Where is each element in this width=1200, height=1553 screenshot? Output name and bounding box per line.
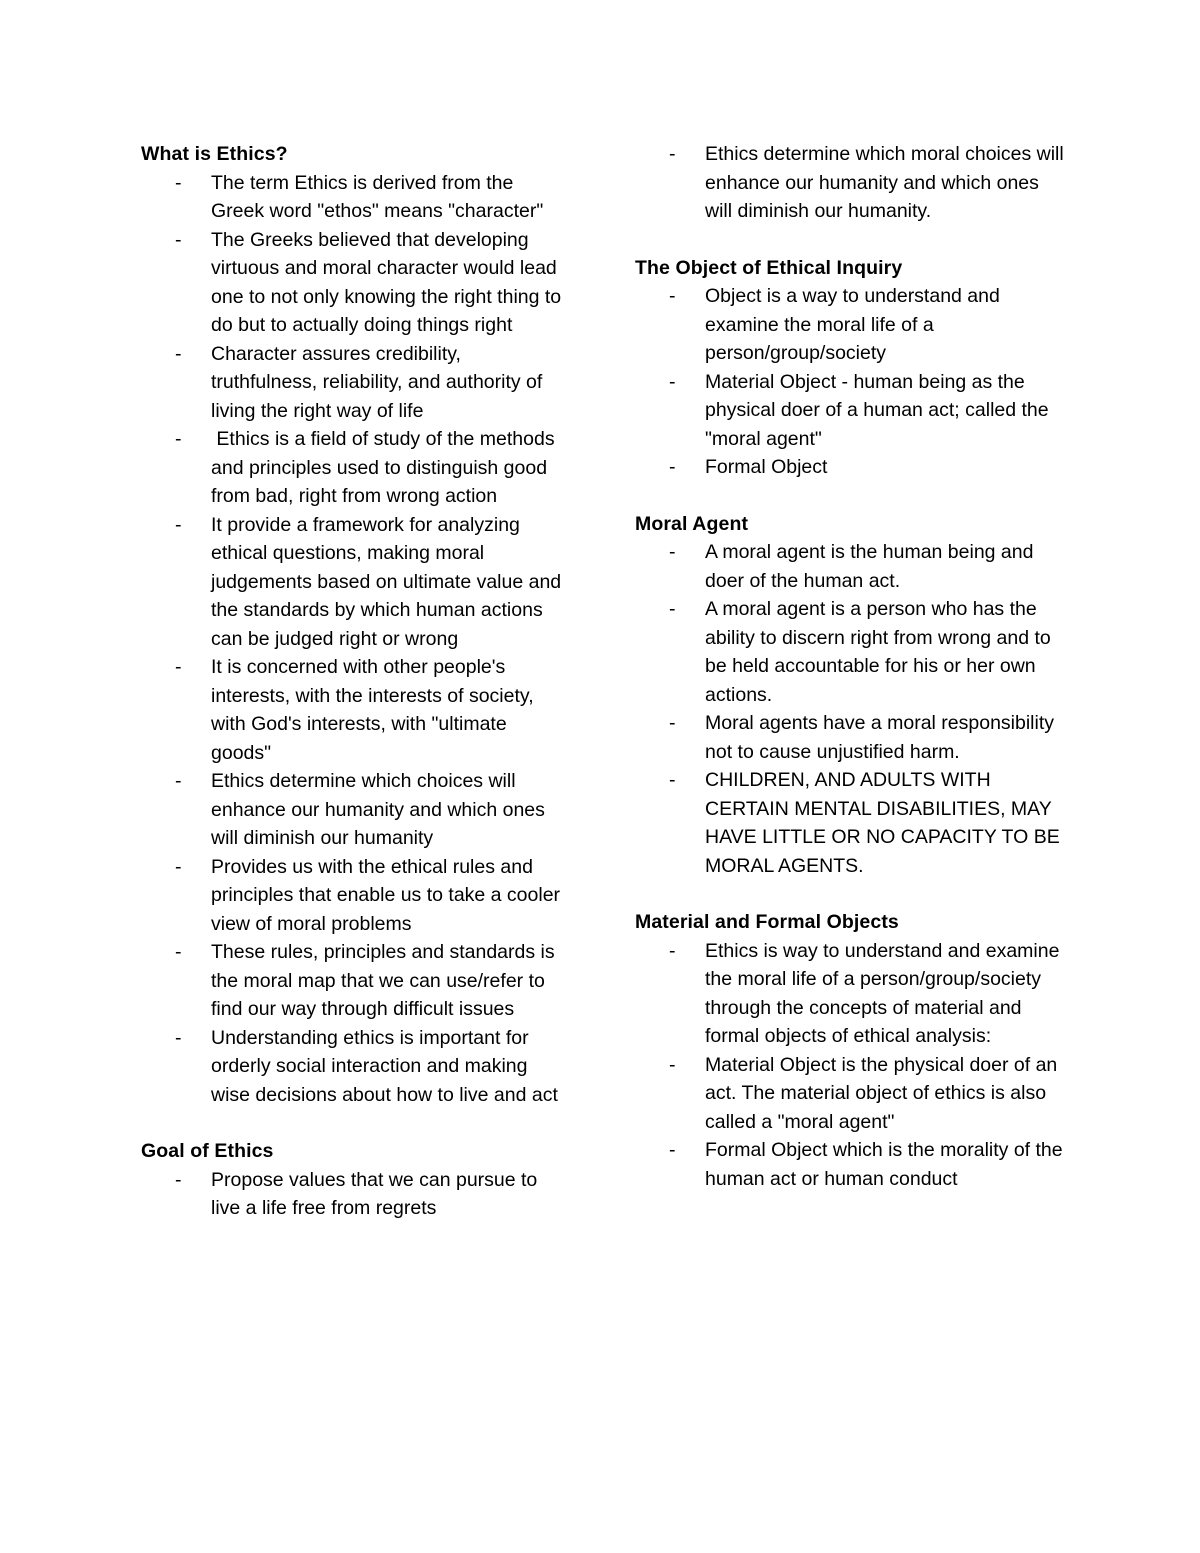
bullet-dash: - bbox=[669, 456, 676, 478]
list-item bbox=[635, 709, 1075, 766]
section-moral-agent bbox=[635, 510, 1075, 881]
bullet-dash: - bbox=[669, 712, 676, 734]
bullet-dash: - bbox=[669, 1053, 676, 1076]
list-item bbox=[635, 595, 1075, 709]
list-item-text: It is concerned with other people's interests, with the interests of society, with God's interests, with "ultimate goods" bbox=[211, 656, 534, 764]
list-item bbox=[141, 653, 581, 767]
list-item-text: The Greeks believed that developing virtuous and moral character would lead one to not only knowing the right thing to do but to actually doing things right bbox=[211, 228, 562, 336]
list-item-text: Ethics determine which choices will enhance our humanity and which ones will diminish our humanity bbox=[211, 770, 545, 849]
right-column bbox=[635, 140, 1075, 1193]
bullet-dash: - bbox=[175, 770, 182, 792]
bullet-dash: - bbox=[175, 1168, 182, 1191]
list-item-text: Propose values that we can pursue to live a life free from regrets bbox=[211, 1168, 538, 1219]
list-item bbox=[141, 853, 581, 939]
bullet-dash: - bbox=[669, 769, 676, 791]
list-item-text: Material Object is the physical doer of an act. The material object of ethics is also called a "moral agent" bbox=[705, 1053, 1058, 1133]
bullet-dash: - bbox=[669, 1139, 676, 1161]
list-item-text: Character assures credibility, truthfulness, reliability, and authority of living the right way of life bbox=[211, 342, 543, 422]
bullet-dash: - bbox=[175, 656, 182, 678]
bullet-list bbox=[635, 140, 1075, 226]
list-item-text: Provides us with the ethical rules and principles that enable us to take a cooler view of moral problems bbox=[211, 855, 561, 935]
list-item bbox=[635, 538, 1075, 595]
list-item-text: It provide a framework for analyzing ethical questions, making moral judgements based on ultimate value and the standards by which human actions can be judged right or wrong bbox=[211, 513, 562, 650]
section-object-of-ethical-inquiry bbox=[635, 254, 1075, 482]
list-item-text: A moral agent is the human being and doer of the human act. bbox=[705, 541, 1034, 592]
list-item bbox=[635, 282, 1075, 368]
list-item bbox=[141, 511, 581, 654]
section-goal-of-ethics bbox=[141, 1137, 581, 1223]
list-item-text: Ethics is way to understand and examine the moral life of a person/group/society through the concepts of material and formal objects of ethical analysis: bbox=[705, 939, 1060, 1047]
bullet-dash: - bbox=[175, 228, 182, 251]
bullet-dash: - bbox=[175, 342, 182, 365]
left-column bbox=[141, 140, 581, 1223]
list-item bbox=[141, 340, 581, 426]
bullet-dash: - bbox=[175, 941, 182, 963]
list-item bbox=[635, 140, 1075, 226]
bullet-dash: - bbox=[669, 939, 676, 962]
bullet-dash: - bbox=[175, 171, 182, 194]
section-heading: The Object of Ethical Inquiry bbox=[635, 256, 903, 279]
bullet-dash: - bbox=[175, 513, 182, 536]
bullet-dash: - bbox=[669, 370, 676, 393]
bullet-dash: - bbox=[175, 428, 182, 450]
list-item bbox=[141, 226, 581, 340]
list-item-text: A moral agent is a person who has the ability to discern right from wrong and to be held accountable for his or her own actions. bbox=[705, 598, 1051, 706]
bullet-dash: - bbox=[175, 855, 182, 878]
list-item bbox=[141, 938, 581, 1024]
section-continued bbox=[635, 140, 1075, 226]
bullet-list bbox=[141, 169, 581, 1110]
list-item-text: Ethics determine which moral choices will enhance our humanity and which ones will diminish our humanity. bbox=[705, 143, 1064, 222]
list-item-text: The term Ethics is derived from the Greek word "ethos" means "character" bbox=[211, 171, 544, 222]
bullet-list bbox=[635, 282, 1075, 482]
section-heading: Goal of Ethics bbox=[141, 1140, 274, 1162]
bullet-list bbox=[635, 538, 1075, 880]
section-what-is-ethics bbox=[141, 140, 581, 1109]
bullet-list bbox=[141, 1166, 581, 1223]
list-item bbox=[141, 1166, 581, 1223]
list-item bbox=[141, 169, 581, 226]
list-item bbox=[141, 425, 581, 511]
list-item bbox=[635, 1136, 1075, 1193]
section-heading: What is Ethics? bbox=[141, 143, 288, 165]
bullet-dash: - bbox=[669, 598, 676, 620]
section-heading: Moral Agent bbox=[635, 512, 749, 535]
list-item bbox=[141, 767, 581, 853]
list-item bbox=[635, 368, 1075, 454]
list-item bbox=[635, 937, 1075, 1051]
list-item-text: Object is a way to understand and examine the moral life of a person/group/society bbox=[705, 285, 1000, 364]
bullet-list bbox=[635, 937, 1075, 1194]
list-item bbox=[635, 1051, 1075, 1137]
list-item-text: Ethics is a field of study of the methods and principles used to distinguish good from bad, right from wrong action bbox=[211, 428, 561, 507]
list-item bbox=[141, 1024, 581, 1110]
section-material-and-formal-objects bbox=[635, 908, 1075, 1193]
list-item-text: Material Object - human being as the physical doer of a human act; called the "moral agent" bbox=[705, 370, 1049, 450]
bullet-dash: - bbox=[669, 285, 676, 307]
section-heading: Material and Formal Objects bbox=[635, 911, 899, 933]
list-item bbox=[635, 766, 1075, 880]
list-item-text: These rules, principles and standards is the moral map that we can use/refer to find our way through difficult issues bbox=[211, 941, 555, 1020]
bullet-dash: - bbox=[669, 541, 676, 563]
bullet-dash: - bbox=[669, 143, 676, 165]
list-item-text: Moral agents have a moral responsibility not to cause unjustified harm. bbox=[705, 712, 1055, 763]
list-item-text: Formal Object bbox=[705, 456, 828, 478]
list-item-text: Formal Object which is the morality of the human act or human conduct bbox=[705, 1139, 1063, 1190]
list-item-text: Understanding ethics is important for orderly social interaction and making wise decisions about how to live and act bbox=[211, 1026, 558, 1106]
list-item-text: CHILDREN, AND ADULTS WITH CERTAIN MENTAL DISABILITIES, MAY HAVE LITTLE OR NO CAPACITY TO BE MORAL AGENTS. bbox=[705, 769, 1060, 877]
list-item bbox=[635, 453, 1075, 482]
bullet-dash: - bbox=[175, 1026, 182, 1049]
